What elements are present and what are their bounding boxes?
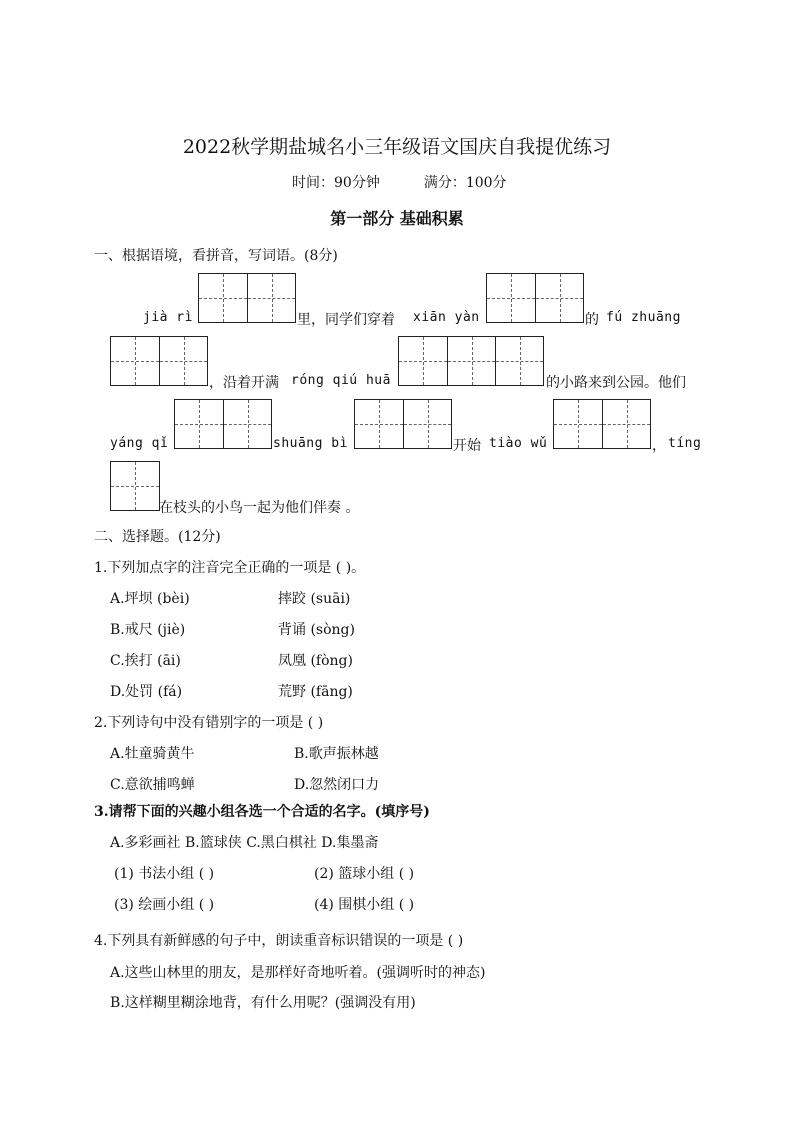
q2-1-option-b2: 背诵 (sòng) <box>278 622 355 638</box>
answer-grid-tiaowu[interactable] <box>553 399 651 449</box>
q2-1-option-a2: 摔跤 (suāi) <box>278 591 351 607</box>
q2-1-option-c2: 凤凰 (fòng) <box>278 653 353 669</box>
q2-1-option-d2: 荒野 (fāng) <box>278 684 353 700</box>
answer-grid-yangqi[interactable] <box>174 399 272 449</box>
q2-1-option-c: C.挨打 (āi) <box>110 653 181 669</box>
q1-text-de: 的 <box>585 312 599 328</box>
pinyin-xianyan: xiān yàn <box>413 310 480 325</box>
q2-4-option-b: B.这样糊里糊涂地背，有什么用呢？(强调没有用) <box>110 995 416 1011</box>
q2-2-option-d: D.忽然闭口力 <box>294 777 380 793</box>
answer-grid-rongqiuhua[interactable] <box>398 336 544 386</box>
answer-grid-xianyan[interactable] <box>486 273 584 323</box>
pinyin-ting: tíng <box>668 436 702 451</box>
q2-1-option-b: B.戒尺 (jiè) <box>110 622 186 638</box>
q2-2-option-a: A.牡童骑黄牛 <box>110 746 195 762</box>
answer-grid-shuangbi[interactable] <box>354 399 452 449</box>
q2-4-option-a: A.这些山林里的朋友，是那样好奇地听着。(强调听时的神态) <box>110 965 486 981</box>
pinyin-fuzhuang: fú zhuāng <box>606 310 681 325</box>
q2-3-item-1: (1) 书法小组 ( ) <box>114 866 215 882</box>
q1-text-kaishi: 开始 <box>453 438 481 454</box>
time-limit: 时间：90分钟 <box>292 175 380 191</box>
answer-grid-ting[interactable] <box>110 461 160 511</box>
answer-grid-fuzhuang[interactable] <box>110 336 208 386</box>
q2-3-item-4: (4) 围棋小组 ( ) <box>314 897 415 913</box>
pinyin-tiaowu: tiào wǔ <box>489 436 548 451</box>
q2-4-stem: 4.下列具有新鲜感的句子中，朗读重音标识错误的一项是 ( ) <box>94 933 464 949</box>
q2-1-option-a: A.坪坝 (bèi) <box>110 591 190 607</box>
answer-grid-jiari[interactable] <box>198 273 296 323</box>
q2-3-item-3: (3) 绘画小组 ( ) <box>114 897 215 913</box>
q1-text-xiaolu: 的小路来到公园。他们 <box>546 375 686 391</box>
q2-1-option-d: D.处罚 (fá) <box>110 684 183 700</box>
pinyin-yangqi: yáng qǐ <box>110 436 169 451</box>
section-heading: 第一部分 基础积累 <box>330 209 464 228</box>
q2-2-option-b: B.歌声振林越 <box>294 746 379 762</box>
q2-2-option-c: C.意欲捕鸣蝉 <box>110 777 195 793</box>
q2-heading: 二、选择题。(12分) <box>94 529 221 545</box>
pinyin-shuangbi: shuāng bì <box>273 436 348 451</box>
q2-2-stem: 2.下列诗句中没有错别字的一项是 ( ) <box>94 715 324 731</box>
q2-1-stem: 1.下列加点字的注音完全正确的一项是 ( )。 <box>94 560 366 576</box>
q1-text-comma: ， <box>652 438 666 454</box>
q1-text-yanzhe: ，沿着开满 <box>209 375 279 391</box>
q1-heading: 一、根据语境，看拼音，写词语。(8分) <box>94 248 338 264</box>
q2-3-item-2: (2) 篮球小组 ( ) <box>314 866 415 882</box>
q2-3-options: A.多彩画社 B.篮球侠 C.黑白棋社 D.集墨斋 <box>110 835 379 851</box>
exam-info <box>292 172 507 192</box>
pinyin-jiari: jià rì <box>143 310 193 325</box>
page-title: 2022秋学期盐城名小三年级语文国庆自我提优练习 <box>182 136 612 158</box>
pinyin-rongqiuhua: róng qiú huā <box>291 373 391 388</box>
q1-text-li: 里，同学们穿着 <box>297 312 395 328</box>
q2-3-stem: 3.请帮下面的兴趣小组各选一个合适的名字。(填序号) <box>94 804 430 820</box>
q1-text-end: 在枝头的小鸟一起为他们伴奏 。 <box>159 500 360 516</box>
full-score: 满分：100分 <box>423 175 507 191</box>
